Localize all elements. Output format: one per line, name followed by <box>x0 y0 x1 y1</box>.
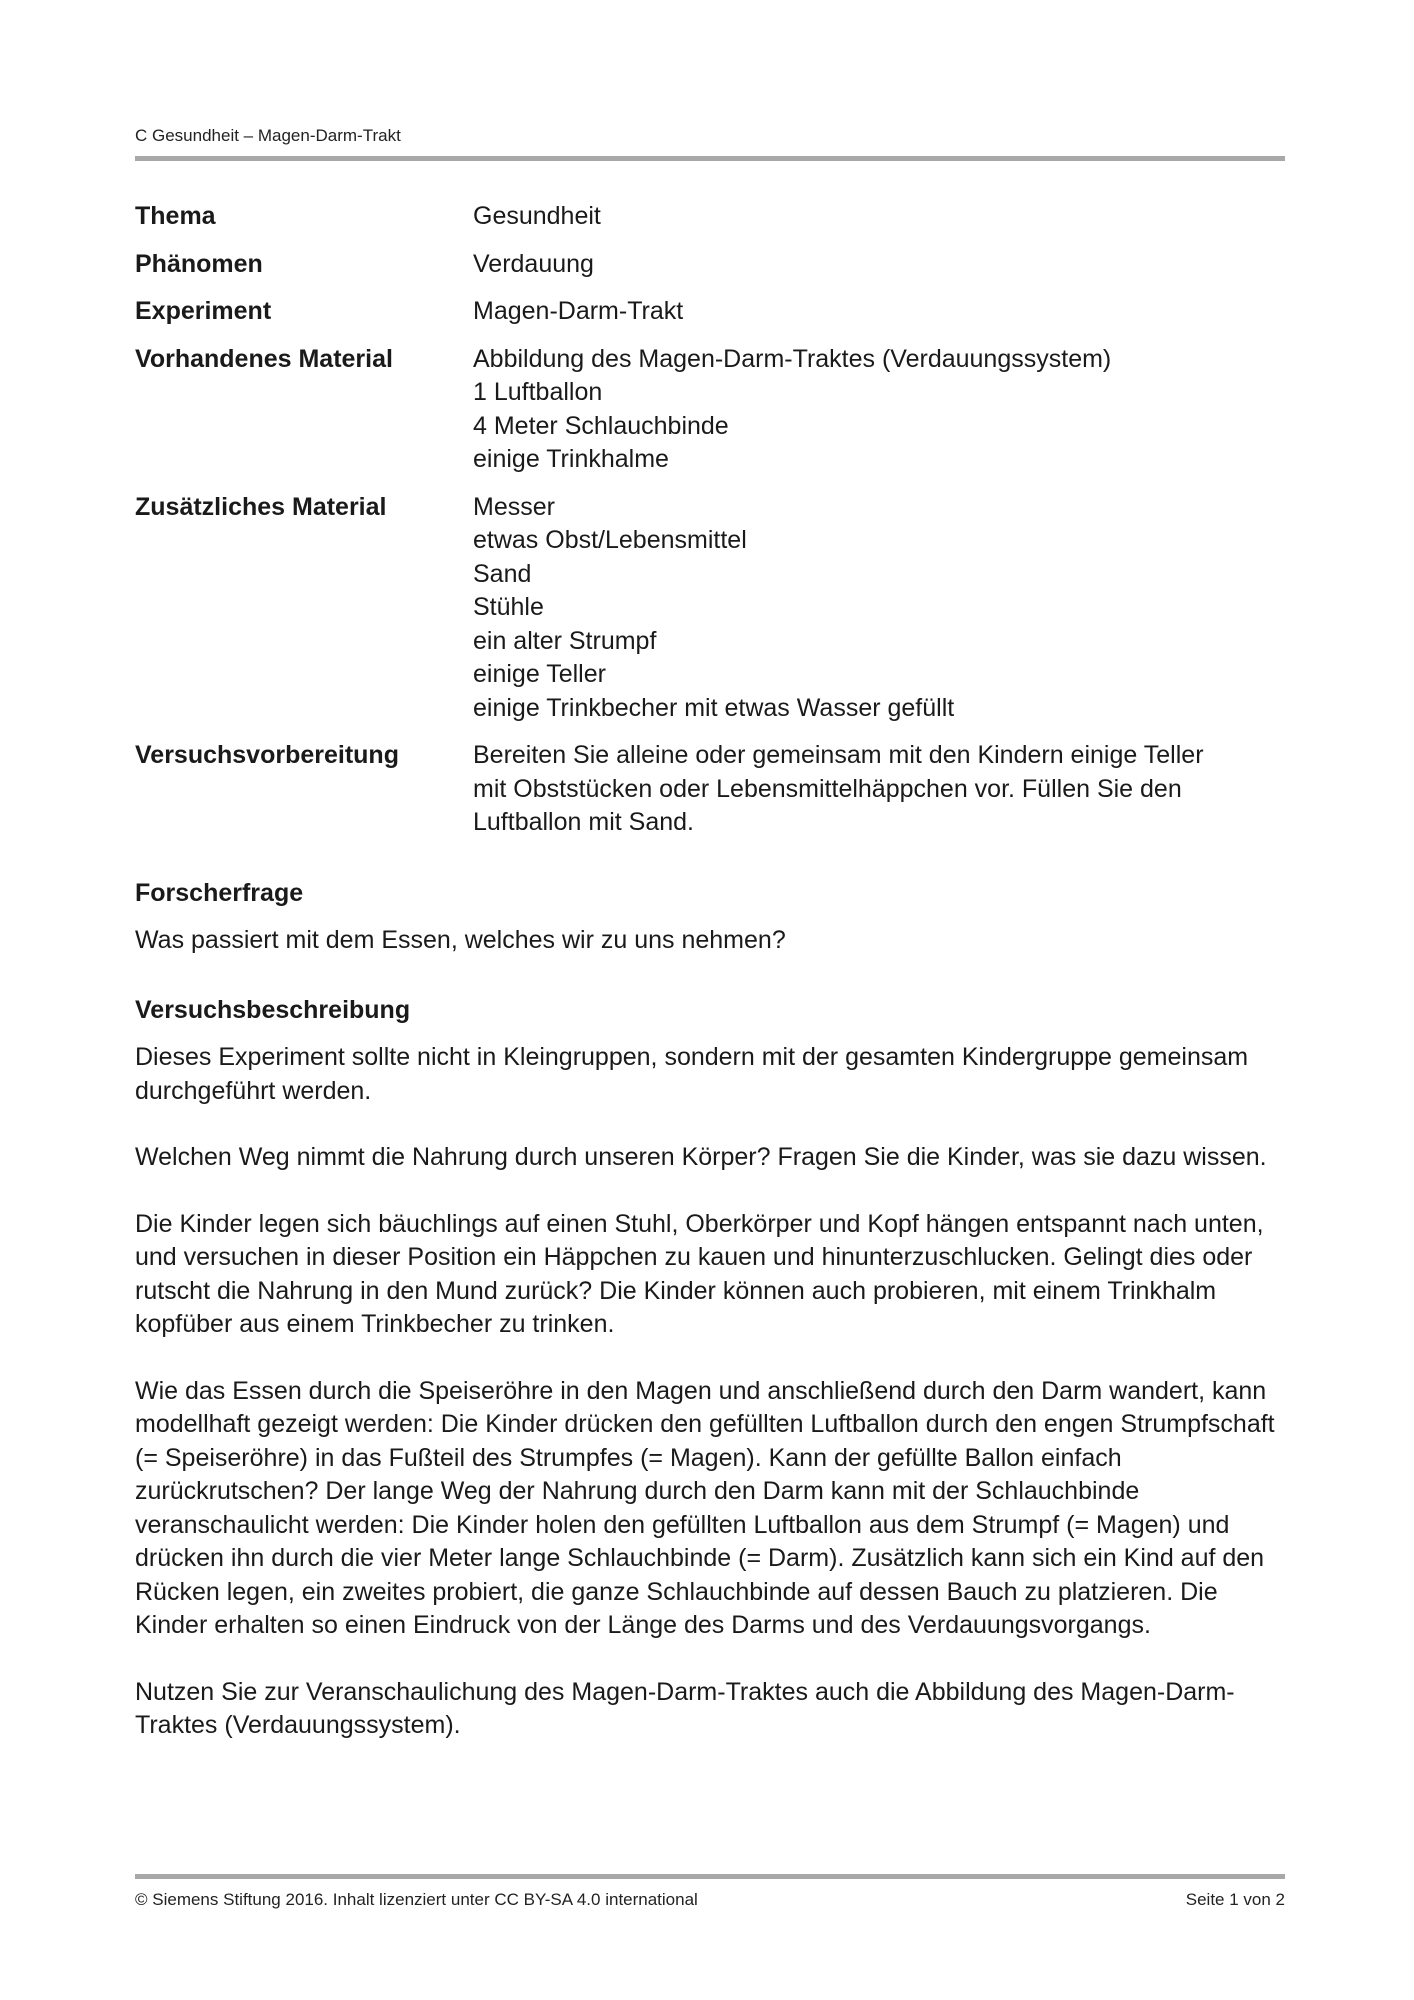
info-row-versuchsvorbereitung <box>135 739 1285 840</box>
info-value-line: 4 Meter Schlauchbinde <box>473 411 729 440</box>
header-divider <box>135 156 1285 161</box>
info-value-line: einige Trinkbecher mit etwas Wasser gefüllt <box>473 693 955 722</box>
info-label: Vorhandenes Material <box>135 344 393 373</box>
info-value-line: mit Obststücken oder Lebensmittelhäppchen vor. Füllen Sie den <box>473 774 1182 803</box>
info-value-line: Verdauung <box>473 249 594 278</box>
info-value-line: Messer <box>473 492 555 521</box>
info-value <box>473 739 1285 840</box>
section-title: Forscherfrage <box>135 879 304 907</box>
info-value-line: Sand <box>473 559 532 588</box>
info-value-line: ein alter Strumpf <box>473 626 657 655</box>
paragraph: Dieses Experiment sollte nicht in Kleingruppen, sondern mit der gesamten Kindergruppe gemeinsam durchgeführt werden. <box>135 1043 1249 1105</box>
info-value-line: einige Trinkhalme <box>473 445 669 473</box>
paragraph: Welchen Weg nimmt die Nahrung durch unseren Körper? Fragen Sie die Kinder, was sie dazu wissen. <box>135 1143 1267 1171</box>
info-value-line: einige Teller <box>473 660 606 688</box>
info-value-line: Bereiten Sie alleine oder gemeinsam mit den Kindern einige Teller <box>473 741 1204 769</box>
info-value <box>473 248 1285 282</box>
info-value <box>473 295 1285 329</box>
info-value-line: 1 Luftballon <box>473 378 603 406</box>
info-row-vorhandenes-material <box>135 343 1285 477</box>
info-label: Thema <box>135 202 216 230</box>
info-value-line: etwas Obst/Lebensmittel <box>473 526 747 554</box>
info-row-phaenomen <box>135 248 1285 282</box>
info-value-line: Stühle <box>473 593 544 621</box>
info-label: Versuchsvorbereitung <box>135 741 399 769</box>
info-row-thema <box>135 200 1285 234</box>
footer-license: © Siemens Stiftung 2016. Inhalt lizenziert unter CC BY-SA 4.0 international <box>135 1890 698 1909</box>
question-text: Was passiert mit dem Essen, welches wir zu uns nehmen? <box>135 926 786 954</box>
info-row-experiment <box>135 295 1285 329</box>
info-value <box>473 491 1285 726</box>
info-row-zusaetzliches-material <box>135 491 1285 726</box>
section-forscherfrage <box>135 876 1285 958</box>
info-value-line: Luftballon mit Sand. <box>473 808 694 836</box>
section-title: Versuchsbeschreibung <box>135 996 411 1024</box>
info-value-line: Gesundheit <box>473 202 601 230</box>
page-header: C Gesundheit – Magen-Darm-Trakt <box>135 126 401 145</box>
info-value-line: Magen-Darm-Trakt <box>473 297 684 325</box>
info-label: Zusätzliches Material <box>135 492 387 521</box>
footer-divider <box>135 1874 1285 1879</box>
info-label: Experiment <box>135 297 272 325</box>
paragraph: Nutzen Sie zur Veranschaulichung des Magen-Darm-Traktes auch die Abbildung des Magen-Darm-Traktes (Verdauungssystem). <box>135 1677 1235 1739</box>
footer-page-number: Seite 1 von 2 <box>1185 1890 1285 1909</box>
experiment-info-table <box>135 200 1285 854</box>
paragraph: Die Kinder legen sich bäuchlings auf einen Stuhl, Oberkörper und Kopf hängen entspannt nach unten, und versuchen in dieser Position ein Häppchen zu kauen und hinunterzuschlucken. Gelingt dies oder rutscht die Nahrung in den Mund zurück? Die Kinder können auch probieren, mit einem Trinkhalm kopfüber aus einem Trinkbecher zu trinken. <box>135 1209 1264 1338</box>
info-value-line: Abbildung des Magen-Darm-Traktes (Verdauungssystem) <box>473 344 1112 373</box>
info-value <box>473 343 1285 477</box>
info-label: Phänomen <box>135 249 263 278</box>
info-value <box>473 200 1285 234</box>
paragraph: Wie das Essen durch die Speiseröhre in den Magen und anschließend durch den Darm wandert, kann modellhaft gezeigt werden: Die Kinder drücken den gefüllten Luftballon durch den engen Strumpfschaft (= Speiseröhre) in das Fußteil des Strumpfes (= Magen). Kann der gefüllte Ballon einfach zurückrutschen? Der lange Weg der Nahrung durch den Darm kann mit der Schlauchbinde veranschaulicht werden: Die Kinder holen den gefüllten Luftballon aus dem Strumpf (= Magen) und drücken ihn durch die vier Meter lange Schlauchbinde (= Darm). Zusätzlich kann sich ein Kind auf den Rücken legen, ein zweites probiert, die ganze Schlauchbinde auf dessen Bauch zu platzieren. Die Kinder erhalten so einen Eindruck von der Länge des Darms und des Verdauungsvorgangs. <box>135 1376 1275 1639</box>
section-versuchsbeschreibung <box>135 993 1285 1743</box>
